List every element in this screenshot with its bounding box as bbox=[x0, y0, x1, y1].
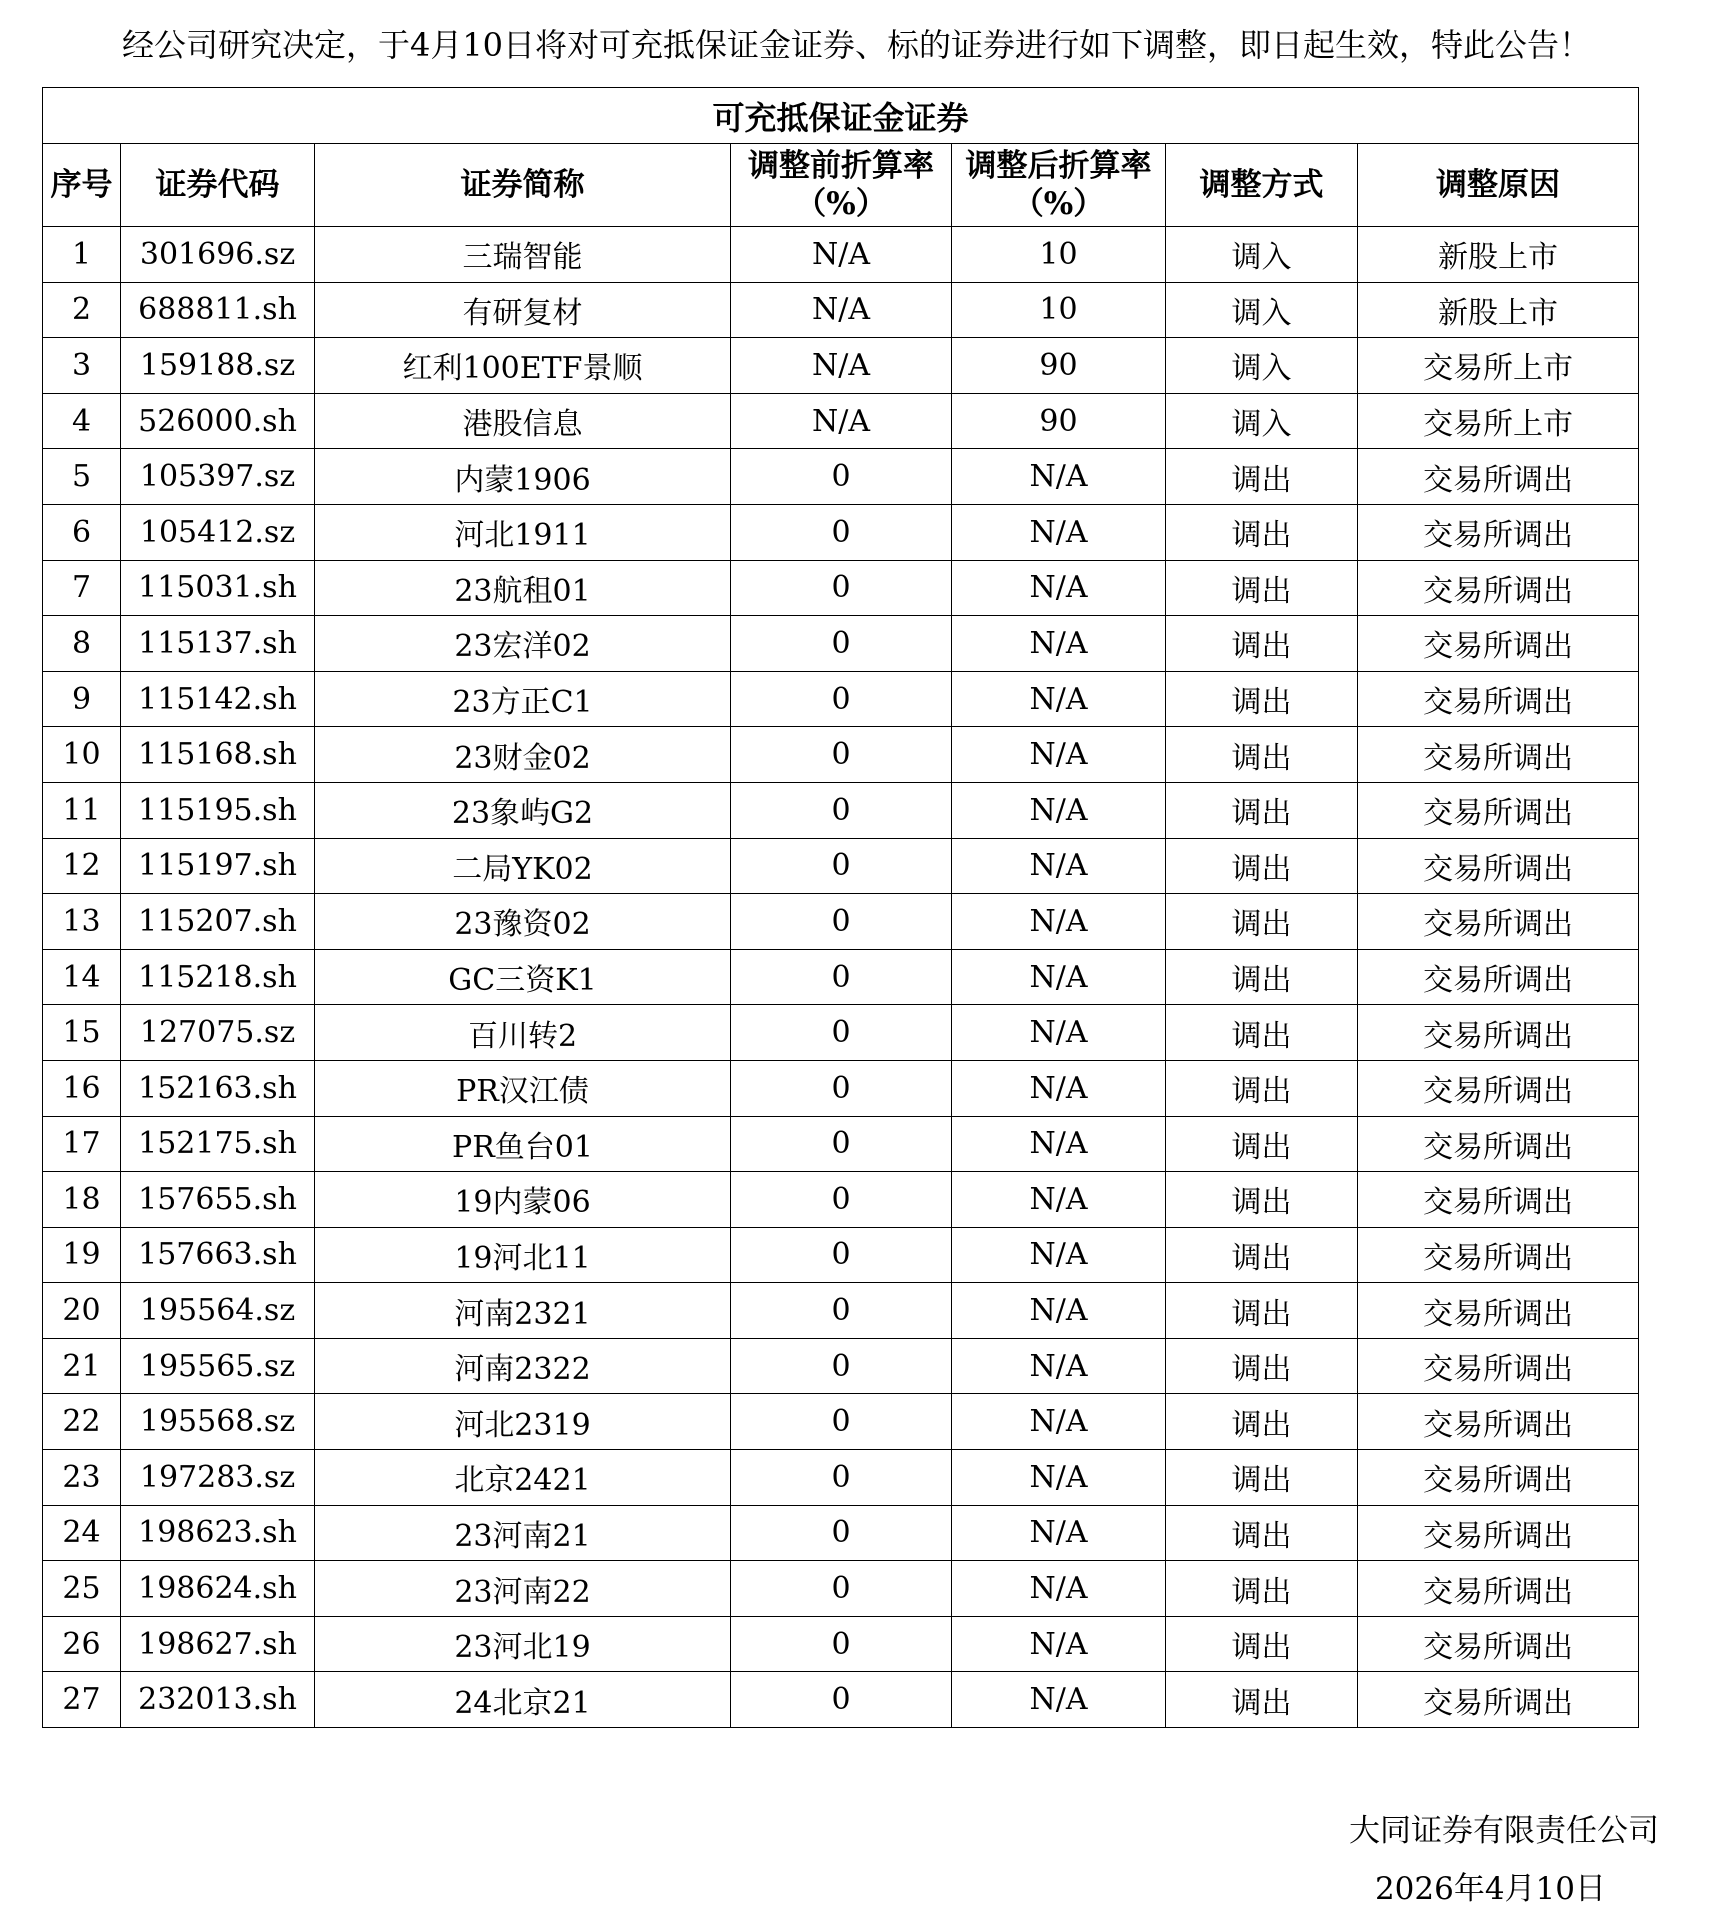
cell-index: 10 bbox=[43, 727, 121, 783]
cell-method: 调出 bbox=[1166, 1450, 1358, 1506]
cell-rate-after: 10 bbox=[952, 282, 1166, 338]
cell-rate-after: N/A bbox=[952, 616, 1166, 672]
table-row bbox=[43, 1394, 1639, 1450]
cell-reason: 交易所调出 bbox=[1358, 1172, 1639, 1228]
cell-code: 115168.sh bbox=[121, 727, 315, 783]
cell-reason: 交易所调出 bbox=[1358, 671, 1639, 727]
header-rate-before: 调整前折算率（%） bbox=[731, 144, 952, 227]
cell-method: 调出 bbox=[1166, 1616, 1358, 1672]
table-row bbox=[43, 782, 1639, 838]
cell-index: 15 bbox=[43, 1005, 121, 1061]
cell-reason: 交易所调出 bbox=[1358, 1005, 1639, 1061]
table-row bbox=[43, 227, 1639, 283]
table-row bbox=[43, 1283, 1639, 1339]
table-row bbox=[43, 282, 1639, 338]
cell-method: 调出 bbox=[1166, 727, 1358, 783]
cell-rate-after: N/A bbox=[952, 1616, 1166, 1672]
cell-rate-after: N/A bbox=[952, 894, 1166, 950]
cell-index: 21 bbox=[43, 1338, 121, 1394]
cell-index: 25 bbox=[43, 1561, 121, 1617]
table-row bbox=[43, 560, 1639, 616]
header-code: 证券代码 bbox=[121, 144, 315, 227]
cell-short-name: 北京2421 bbox=[315, 1450, 731, 1506]
cell-rate-before: 0 bbox=[731, 1450, 952, 1506]
cell-method: 调出 bbox=[1166, 1561, 1358, 1617]
cell-rate-before: 0 bbox=[731, 1116, 952, 1172]
cell-rate-after: N/A bbox=[952, 949, 1166, 1005]
cell-code: 115031.sh bbox=[121, 560, 315, 616]
cell-reason: 交易所调出 bbox=[1358, 616, 1639, 672]
table-row bbox=[43, 1060, 1639, 1116]
cell-short-name: 23航租01 bbox=[315, 560, 731, 616]
cell-index: 19 bbox=[43, 1227, 121, 1283]
cell-index: 12 bbox=[43, 838, 121, 894]
cell-method: 调入 bbox=[1166, 227, 1358, 283]
cell-index: 16 bbox=[43, 1060, 121, 1116]
cell-reason: 交易所调出 bbox=[1358, 449, 1639, 505]
cell-rate-after: N/A bbox=[952, 1672, 1166, 1728]
cell-method: 调出 bbox=[1166, 504, 1358, 560]
cell-index: 14 bbox=[43, 949, 121, 1005]
cell-method: 调出 bbox=[1166, 1172, 1358, 1228]
cell-reason: 新股上市 bbox=[1358, 227, 1639, 283]
cell-method: 调出 bbox=[1166, 1005, 1358, 1061]
cell-rate-after: 90 bbox=[952, 393, 1166, 449]
cell-code: 195564.sz bbox=[121, 1283, 315, 1339]
cell-method: 调出 bbox=[1166, 1227, 1358, 1283]
cell-rate-before: N/A bbox=[731, 282, 952, 338]
cell-rate-before: 0 bbox=[731, 894, 952, 950]
cell-rate-before: 0 bbox=[731, 1672, 952, 1728]
cell-method: 调出 bbox=[1166, 894, 1358, 950]
cell-short-name: 内蒙1906 bbox=[315, 449, 731, 505]
cell-rate-before: 0 bbox=[731, 449, 952, 505]
header-rate-after: 调整后折算率（%） bbox=[952, 144, 1166, 227]
table-row bbox=[43, 727, 1639, 783]
cell-rate-before: 0 bbox=[731, 1283, 952, 1339]
cell-method: 调入 bbox=[1166, 282, 1358, 338]
cell-method: 调出 bbox=[1166, 560, 1358, 616]
cell-rate-after: 90 bbox=[952, 338, 1166, 394]
cell-short-name: 河南2322 bbox=[315, 1338, 731, 1394]
cell-code: 115142.sh bbox=[121, 671, 315, 727]
cell-index: 8 bbox=[43, 616, 121, 672]
cell-rate-after: N/A bbox=[952, 1227, 1166, 1283]
cell-rate-after: N/A bbox=[952, 504, 1166, 560]
cell-short-name: 23豫资02 bbox=[315, 894, 731, 950]
table-row bbox=[43, 949, 1639, 1005]
cell-code: 232013.sh bbox=[121, 1672, 315, 1728]
cell-index: 4 bbox=[43, 393, 121, 449]
cell-rate-before: N/A bbox=[731, 338, 952, 394]
cell-code: 115218.sh bbox=[121, 949, 315, 1005]
cell-code: 157655.sh bbox=[121, 1172, 315, 1228]
cell-code: 152163.sh bbox=[121, 1060, 315, 1116]
cell-rate-after: N/A bbox=[952, 560, 1166, 616]
cell-index: 6 bbox=[43, 504, 121, 560]
cell-reason: 交易所调出 bbox=[1358, 782, 1639, 838]
table-row bbox=[43, 1616, 1639, 1672]
cell-rate-after: N/A bbox=[952, 727, 1166, 783]
table-row bbox=[43, 894, 1639, 950]
cell-reason: 新股上市 bbox=[1358, 282, 1639, 338]
cell-rate-after: N/A bbox=[952, 1561, 1166, 1617]
cell-short-name: 23财金02 bbox=[315, 727, 731, 783]
cell-reason: 交易所调出 bbox=[1358, 1394, 1639, 1450]
cell-index: 7 bbox=[43, 560, 121, 616]
table-header-row bbox=[43, 144, 1639, 227]
cell-rate-before: 0 bbox=[731, 1505, 952, 1561]
signature-company: 大同证券有限责任公司 bbox=[1349, 1813, 1659, 1849]
cell-rate-before: N/A bbox=[731, 393, 952, 449]
cell-rate-before: 0 bbox=[731, 1172, 952, 1228]
cell-method: 调出 bbox=[1166, 782, 1358, 838]
table-row bbox=[43, 338, 1639, 394]
cell-index: 17 bbox=[43, 1116, 121, 1172]
table-caption: 可充抵保证金证券 bbox=[43, 88, 1639, 144]
cell-code: 195565.sz bbox=[121, 1338, 315, 1394]
cell-rate-after: N/A bbox=[952, 1116, 1166, 1172]
cell-reason: 交易所调出 bbox=[1358, 838, 1639, 894]
cell-code: 157663.sh bbox=[121, 1227, 315, 1283]
table-row bbox=[43, 1116, 1639, 1172]
cell-short-name: 23方正C1 bbox=[315, 671, 731, 727]
cell-index: 24 bbox=[43, 1505, 121, 1561]
cell-method: 调出 bbox=[1166, 1505, 1358, 1561]
header-reason: 调整原因 bbox=[1358, 144, 1639, 227]
cell-code: 198623.sh bbox=[121, 1505, 315, 1561]
cell-index: 5 bbox=[43, 449, 121, 505]
table-row bbox=[43, 1561, 1639, 1617]
cell-short-name: 23宏洋02 bbox=[315, 616, 731, 672]
cell-short-name: 23河南21 bbox=[315, 1505, 731, 1561]
cell-reason: 交易所调出 bbox=[1358, 727, 1639, 783]
cell-rate-before: 0 bbox=[731, 1060, 952, 1116]
cell-reason: 交易所调出 bbox=[1358, 894, 1639, 950]
cell-rate-before: 0 bbox=[731, 1394, 952, 1450]
table-row bbox=[43, 1172, 1639, 1228]
cell-short-name: 23河南22 bbox=[315, 1561, 731, 1617]
cell-rate-after: N/A bbox=[952, 1283, 1166, 1339]
cell-short-name: 23象屿G2 bbox=[315, 782, 731, 838]
cell-index: 27 bbox=[43, 1672, 121, 1728]
cell-rate-after: N/A bbox=[952, 671, 1166, 727]
cell-short-name: 百川转2 bbox=[315, 1005, 731, 1061]
cell-short-name: 河南2321 bbox=[315, 1283, 731, 1339]
cell-method: 调出 bbox=[1166, 616, 1358, 672]
cell-rate-after: N/A bbox=[952, 449, 1166, 505]
cell-code: 115137.sh bbox=[121, 616, 315, 672]
cell-short-name: PR鱼台01 bbox=[315, 1116, 731, 1172]
cell-rate-before: 0 bbox=[731, 560, 952, 616]
cell-method: 调出 bbox=[1166, 1394, 1358, 1450]
cell-method: 调出 bbox=[1166, 671, 1358, 727]
cell-method: 调出 bbox=[1166, 838, 1358, 894]
cell-rate-before: 0 bbox=[731, 949, 952, 1005]
cell-index: 20 bbox=[43, 1283, 121, 1339]
header-method: 调整方式 bbox=[1166, 144, 1358, 227]
table-row bbox=[43, 616, 1639, 672]
cell-code: 526000.sh bbox=[121, 393, 315, 449]
cell-rate-after: N/A bbox=[952, 1505, 1166, 1561]
cell-short-name: PR汉江债 bbox=[315, 1060, 731, 1116]
cell-code: 105397.sz bbox=[121, 449, 315, 505]
cell-index: 22 bbox=[43, 1394, 121, 1450]
notice-intro: 经公司研究决定，于4月10日将对可充抵保证金证券、标的证券进行如下调整，即日起生效，特此公告！ bbox=[121, 26, 1592, 64]
table-row bbox=[43, 671, 1639, 727]
cell-short-name: 港股信息 bbox=[315, 393, 731, 449]
cell-short-name: 19河北11 bbox=[315, 1227, 731, 1283]
cell-short-name: 有研复材 bbox=[315, 282, 731, 338]
cell-short-name: 河北1911 bbox=[315, 504, 731, 560]
cell-code: 115195.sh bbox=[121, 782, 315, 838]
cell-code: 688811.sh bbox=[121, 282, 315, 338]
table-row bbox=[43, 838, 1639, 894]
cell-index: 23 bbox=[43, 1450, 121, 1506]
cell-reason: 交易所调出 bbox=[1358, 1561, 1639, 1617]
cell-rate-before: 0 bbox=[731, 1616, 952, 1672]
cell-short-name: 二局YK02 bbox=[315, 838, 731, 894]
cell-rate-before: 0 bbox=[731, 1561, 952, 1617]
cell-reason: 交易所调出 bbox=[1358, 949, 1639, 1005]
cell-reason: 交易所调出 bbox=[1358, 1116, 1639, 1172]
cell-code: 301696.sz bbox=[121, 227, 315, 283]
table-row bbox=[43, 393, 1639, 449]
cell-rate-after: N/A bbox=[952, 838, 1166, 894]
cell-rate-after: N/A bbox=[952, 782, 1166, 838]
cell-method: 调出 bbox=[1166, 1338, 1358, 1394]
table-row bbox=[43, 1505, 1639, 1561]
cell-rate-before: 0 bbox=[731, 1227, 952, 1283]
cell-rate-after: N/A bbox=[952, 1005, 1166, 1061]
table-row bbox=[43, 449, 1639, 505]
cell-code: 195568.sz bbox=[121, 1394, 315, 1450]
table-row bbox=[43, 1338, 1639, 1394]
cell-rate-after: 10 bbox=[952, 227, 1166, 283]
cell-short-name: GC三资K1 bbox=[315, 949, 731, 1005]
cell-short-name: 三瑞智能 bbox=[315, 227, 731, 283]
cell-rate-before: N/A bbox=[731, 227, 952, 283]
cell-reason: 交易所调出 bbox=[1358, 1505, 1639, 1561]
cell-rate-before: 0 bbox=[731, 616, 952, 672]
cell-rate-after: N/A bbox=[952, 1172, 1166, 1228]
table-row bbox=[43, 1227, 1639, 1283]
cell-short-name: 红利100ETF景顺 bbox=[315, 338, 731, 394]
cell-reason: 交易所调出 bbox=[1358, 1450, 1639, 1506]
cell-rate-before: 0 bbox=[731, 504, 952, 560]
cell-method: 调出 bbox=[1166, 1116, 1358, 1172]
cell-index: 9 bbox=[43, 671, 121, 727]
cell-index: 11 bbox=[43, 782, 121, 838]
cell-rate-before: 0 bbox=[731, 782, 952, 838]
cell-index: 1 bbox=[43, 227, 121, 283]
securities-table bbox=[42, 87, 1639, 1728]
cell-method: 调入 bbox=[1166, 338, 1358, 394]
cell-code: 198627.sh bbox=[121, 1616, 315, 1672]
cell-rate-before: 0 bbox=[731, 1005, 952, 1061]
cell-reason: 交易所调出 bbox=[1358, 1227, 1639, 1283]
cell-short-name: 19内蒙06 bbox=[315, 1172, 731, 1228]
header-short-name: 证券简称 bbox=[315, 144, 731, 227]
cell-code: 197283.sz bbox=[121, 1450, 315, 1506]
cell-code: 105412.sz bbox=[121, 504, 315, 560]
cell-rate-before: 0 bbox=[731, 671, 952, 727]
cell-code: 127075.sz bbox=[121, 1005, 315, 1061]
cell-method: 调出 bbox=[1166, 949, 1358, 1005]
cell-short-name: 河北2319 bbox=[315, 1394, 731, 1450]
cell-code: 198624.sh bbox=[121, 1561, 315, 1617]
cell-rate-before: 0 bbox=[731, 1338, 952, 1394]
cell-reason: 交易所调出 bbox=[1358, 1283, 1639, 1339]
cell-reason: 交易所调出 bbox=[1358, 1338, 1639, 1394]
cell-short-name: 23河北19 bbox=[315, 1616, 731, 1672]
cell-reason: 交易所上市 bbox=[1358, 393, 1639, 449]
cell-method: 调入 bbox=[1166, 393, 1358, 449]
cell-rate-after: N/A bbox=[952, 1394, 1166, 1450]
cell-reason: 交易所调出 bbox=[1358, 560, 1639, 616]
cell-rate-before: 0 bbox=[731, 838, 952, 894]
cell-index: 3 bbox=[43, 338, 121, 394]
cell-index: 26 bbox=[43, 1616, 121, 1672]
cell-method: 调出 bbox=[1166, 1060, 1358, 1116]
cell-rate-after: N/A bbox=[952, 1060, 1166, 1116]
cell-code: 115197.sh bbox=[121, 838, 315, 894]
cell-code: 159188.sz bbox=[121, 338, 315, 394]
cell-code: 152175.sh bbox=[121, 1116, 315, 1172]
cell-reason: 交易所上市 bbox=[1358, 338, 1639, 394]
table-row bbox=[43, 504, 1639, 560]
cell-short-name: 24北京21 bbox=[315, 1672, 731, 1728]
cell-code: 115207.sh bbox=[121, 894, 315, 950]
table-row bbox=[43, 1450, 1639, 1506]
table-row bbox=[43, 1672, 1639, 1728]
cell-method: 调出 bbox=[1166, 1672, 1358, 1728]
cell-rate-before: 0 bbox=[731, 727, 952, 783]
cell-index: 2 bbox=[43, 282, 121, 338]
header-index: 序号 bbox=[43, 144, 121, 227]
cell-method: 调出 bbox=[1166, 1283, 1358, 1339]
cell-index: 18 bbox=[43, 1172, 121, 1228]
cell-reason: 交易所调出 bbox=[1358, 1060, 1639, 1116]
cell-method: 调出 bbox=[1166, 449, 1358, 505]
table-row bbox=[43, 1005, 1639, 1061]
cell-reason: 交易所调出 bbox=[1358, 1616, 1639, 1672]
cell-reason: 交易所调出 bbox=[1358, 1672, 1639, 1728]
signature-date: 2026年4月10日 bbox=[1374, 1871, 1606, 1907]
cell-rate-after: N/A bbox=[952, 1450, 1166, 1506]
cell-reason: 交易所调出 bbox=[1358, 504, 1639, 560]
cell-index: 13 bbox=[43, 894, 121, 950]
table-body bbox=[43, 227, 1639, 1728]
cell-rate-after: N/A bbox=[952, 1338, 1166, 1394]
